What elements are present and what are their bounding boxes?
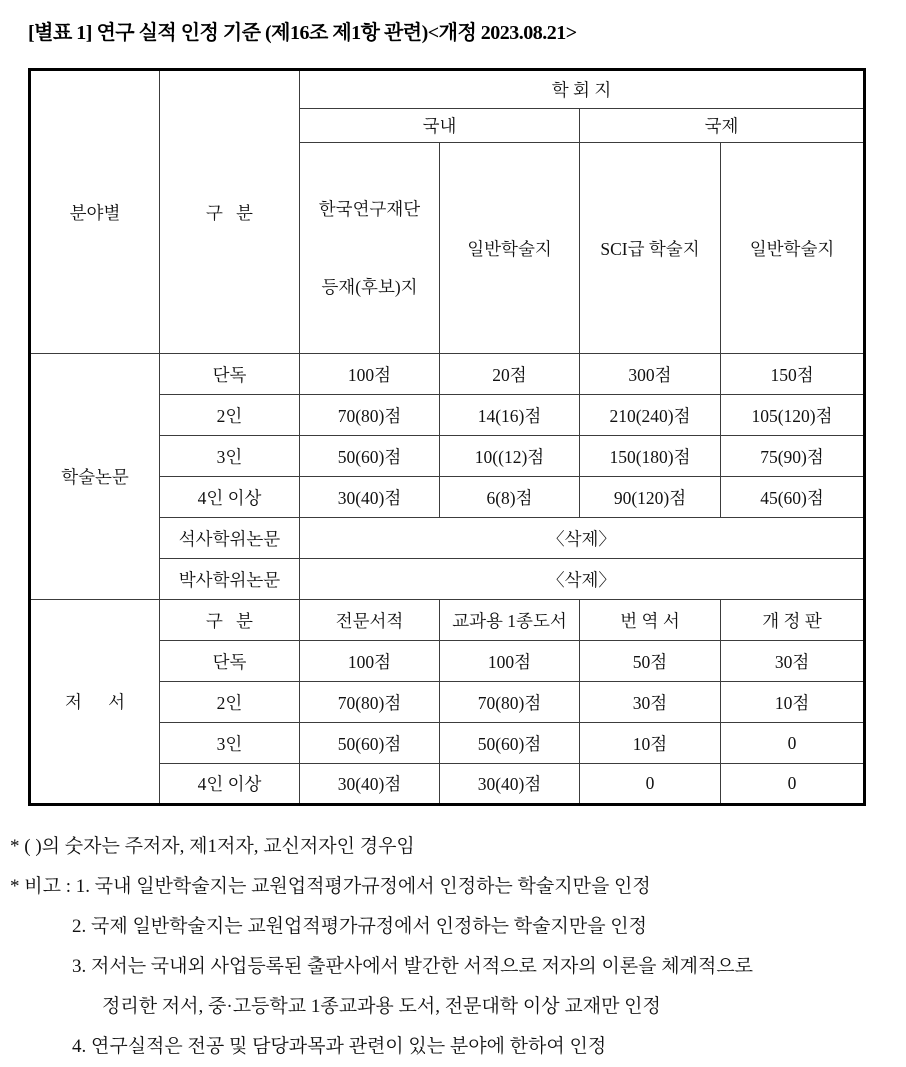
header-domestic-general: 일반학술지 xyxy=(440,143,580,354)
cell: 70(80)점 xyxy=(300,395,440,436)
cell: 0 xyxy=(721,723,865,764)
footnote-bigo-prefix: * 비고 : xyxy=(10,876,76,897)
books-col-header: 개 정 판 xyxy=(721,600,865,641)
document-page xyxy=(0,16,906,1057)
cell: 20점 xyxy=(440,354,580,395)
header-krf-line2: 등재(후보)지 xyxy=(321,277,418,298)
cell: 30(40)점 xyxy=(300,477,440,518)
row-label: 3인 xyxy=(160,723,300,764)
footnote-item-3-continued: 정리한 저서, 중·고등학교 1종교과용 도서, 전문대학 이상 교재만 인정 xyxy=(102,996,661,1017)
cell: 0 xyxy=(721,764,865,805)
cell: 50(60)점 xyxy=(300,723,440,764)
books-col-header: 전문서적 xyxy=(300,600,440,641)
cell: 6(8)점 xyxy=(440,477,580,518)
cell: 30점 xyxy=(580,682,721,723)
header-krf-line1: 한국연구재단 xyxy=(318,198,421,219)
row-label: 2인 xyxy=(160,395,300,436)
cell: 150(180)점 xyxy=(580,436,721,477)
footnote-item-3: 3. 저서는 국내외 사업등록된 출판사에서 발간한 서적으로 저자의 이론을 체계적으로 xyxy=(72,956,754,977)
row-label: 2인 xyxy=(160,682,300,723)
page-title: [별표 1] 연구 실적 인정 기준 (제16조 제1항 관련)<개정 2023.08.21> xyxy=(28,22,577,44)
books-col-header: 번 역 서 xyxy=(580,600,721,641)
cell: 0 xyxy=(580,764,721,805)
cell: 50점 xyxy=(580,641,721,682)
cell-deleted: 〈삭제〉 xyxy=(300,518,865,559)
cell: 75(90)점 xyxy=(721,436,865,477)
row-label: 단독 xyxy=(160,354,300,395)
books-division-header: 구 분 xyxy=(160,600,300,641)
row-label: 4인 이상 xyxy=(160,477,300,518)
cell: 70(80)점 xyxy=(440,682,580,723)
cell: 150점 xyxy=(721,354,865,395)
cell: 10((12)점 xyxy=(440,436,580,477)
footnotes xyxy=(10,827,906,1067)
footnote-item-1: 1. 국내 일반학술지는 교원업적평가규정에서 인정하는 학술지만을 인정 xyxy=(75,876,651,897)
cell: 210(240)점 xyxy=(580,395,721,436)
row-label: 3인 xyxy=(160,436,300,477)
cell: 90(120)점 xyxy=(580,477,721,518)
table-row xyxy=(30,600,865,641)
cell: 100점 xyxy=(440,641,580,682)
header-domestic: 국내 xyxy=(300,109,580,143)
row-label-doctoral-thesis: 박사학위논문 xyxy=(160,559,300,600)
header-journal-group: 학 회 지 xyxy=(300,70,865,109)
row-label: 4인 이상 xyxy=(160,764,300,805)
category-books: 저 서 xyxy=(30,600,160,805)
books-col-header: 교과용 1종도서 xyxy=(440,600,580,641)
cell-deleted: 〈삭제〉 xyxy=(300,559,865,600)
header-intl-general: 일반학술지 xyxy=(721,143,865,354)
cell: 14(16)점 xyxy=(440,395,580,436)
footnote-item-2: 2. 국제 일반학술지는 교원업적평가규정에서 인정하는 학술지만을 인정 xyxy=(72,916,648,937)
cell: 105(120)점 xyxy=(721,395,865,436)
cell: 10점 xyxy=(721,682,865,723)
category-papers: 학술논문 xyxy=(30,354,160,600)
row-label-masters-thesis: 석사학위논문 xyxy=(160,518,300,559)
cell: 30(40)점 xyxy=(300,764,440,805)
row-label: 단독 xyxy=(160,641,300,682)
cell: 30점 xyxy=(721,641,865,682)
footnote-bigo-line xyxy=(10,867,906,907)
cell: 100점 xyxy=(300,354,440,395)
cell: 10점 xyxy=(580,723,721,764)
table-row xyxy=(30,354,865,395)
footnote-item-4: 4. 연구실적은 전공 및 담당과목과 관련이 있는 분야에 한하여 인정 xyxy=(72,1036,607,1057)
cell: 50(60)점 xyxy=(440,723,580,764)
header-division: 구 분 xyxy=(160,70,300,354)
cell: 50(60)점 xyxy=(300,436,440,477)
header-sci-journal: SCI급 학술지 xyxy=(580,143,721,354)
cell: 300점 xyxy=(580,354,721,395)
footnote-paren-note: * ( )의 숫자는 주저자, 제1저자, 교신저자인 경우임 xyxy=(10,836,415,857)
cell: 70(80)점 xyxy=(300,682,440,723)
cell: 45(60)점 xyxy=(721,477,865,518)
header-krf-journal xyxy=(300,143,440,354)
research-criteria-table xyxy=(28,68,866,806)
header-field-category: 분야별 xyxy=(30,70,160,354)
cell: 30(40)점 xyxy=(440,764,580,805)
cell: 100점 xyxy=(300,641,440,682)
header-international: 국제 xyxy=(580,109,865,143)
